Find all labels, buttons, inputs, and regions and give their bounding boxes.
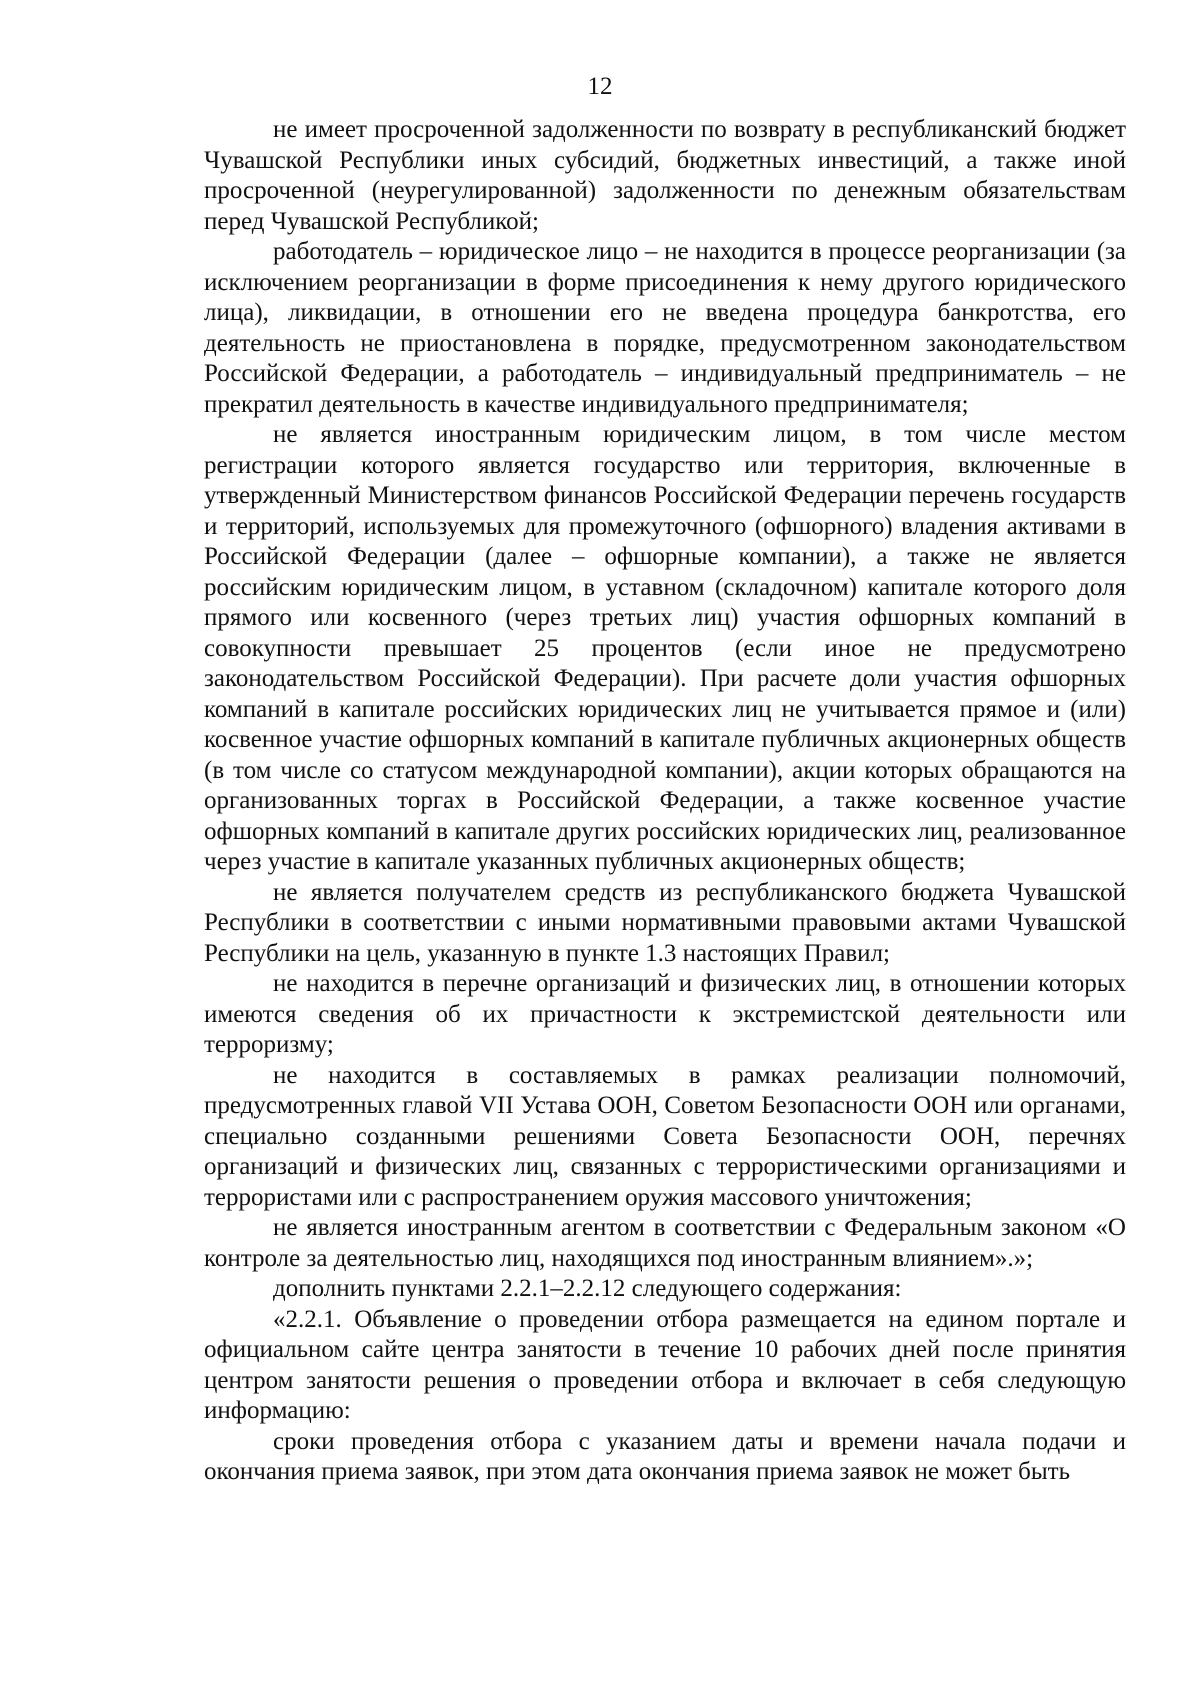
- paragraph: дополнить пунктами 2.2.1–2.2.12 следующего содержания:: [273, 1275, 902, 1302]
- paragraph: не является иностранным юридическим лицом, в том числе местом регистрации которого является государство или территория, включенные в утвержденный Министерством финансов Российской Федерации перечень государств и территорий, используемых для промежуточного (офшорного) владения активами в Российской Федерации (далее – офшорные компании), а также не является российским юридическим лицом, в уставном (складочном) капитале которого доля прямого или косвенного (через третьих лиц) участия офшорных компаний в совокупности превышает 25 процентов (если иное не предусмотрено законодательством Российской Федерации). При расчете доли участия офшорных компаний в капитале российских юридических лиц не учитывается прямое и (или) косвенное участие офшорных компаний в капитале публичных акционерных обществ (в том числе со статусом международной компании), акции которых обращаются на организованных торгах в Российской Федерации, а также косвенное участие офшорных компаний в капитале других российских юридических лиц, реализованное через участие в капитале указанных публичных акционерных обществ;: [204, 421, 1126, 875]
- document-body: [204, 115, 1126, 1488]
- paragraph: не является иностранным агентом в соответствии с Федеральным законом «О контроле за деятельностью лиц, находящихся под иностранным влиянием».»;: [204, 1214, 1126, 1272]
- paragraph: сроки проведения отбора с указанием даты и времени начала подачи и окончания приема заявок, при этом дата окончания приема заявок не может быть: [204, 1427, 1126, 1485]
- paragraph: работодатель – юридическое лицо – не находится в процессе реорганизации (за исключением реорганизации в форме присоединения к нему другого юридического лица), ликвидации, в отношении его не введена процедура банкротства, его деятельность не приостановлена в порядке, предусмотренном законодательством Российской Федерации, а работодатель – индивидуальный предприниматель – не прекратил деятельность в качестве индивидуального предпринимателя;: [204, 238, 1126, 418]
- paragraph: не является получателем средств из республиканского бюджета Чувашской Республики в соответствии с иными нормативными правовыми актами Чувашской Республики на цель, указанную в пункте 1.3 настоящих Правил;: [204, 878, 1126, 967]
- paragraph: «2.2.1. Объявление о проведении отбора размещается на едином портале и официальном сайте центра занятости в течение 10 рабочих дней после принятия центром занятости решения о проведении отбора и включает в себя следующую информацию:: [204, 1305, 1126, 1424]
- paragraph: не находится в перечне организаций и физических лиц, в отношении которых имеются сведения об их причастности к экстремистской деятельности или терроризму;: [204, 970, 1126, 1058]
- page-number: 12: [587, 73, 613, 100]
- paragraph: не имеет просроченной задолженности по возврату в республиканский бюджет Чувашской Республики иных субсидий, бюджетных инвестиций, а также иной просроченной (неурегулированной) задолженности по денежным обязательствам перед Чувашской Республикой;: [204, 116, 1126, 235]
- paragraph: не находится в составляемых в рамках реализации полномочий, предусмотренных главой VII Устава ООН, Советом Безопасности ООН или органами, специально созданными решениями Совета Безопасности ООН, перечнях организаций и физических лиц, связанных с террористическими организациями и террористами или с распространением оружия массового уничтожения;: [204, 1061, 1126, 1211]
